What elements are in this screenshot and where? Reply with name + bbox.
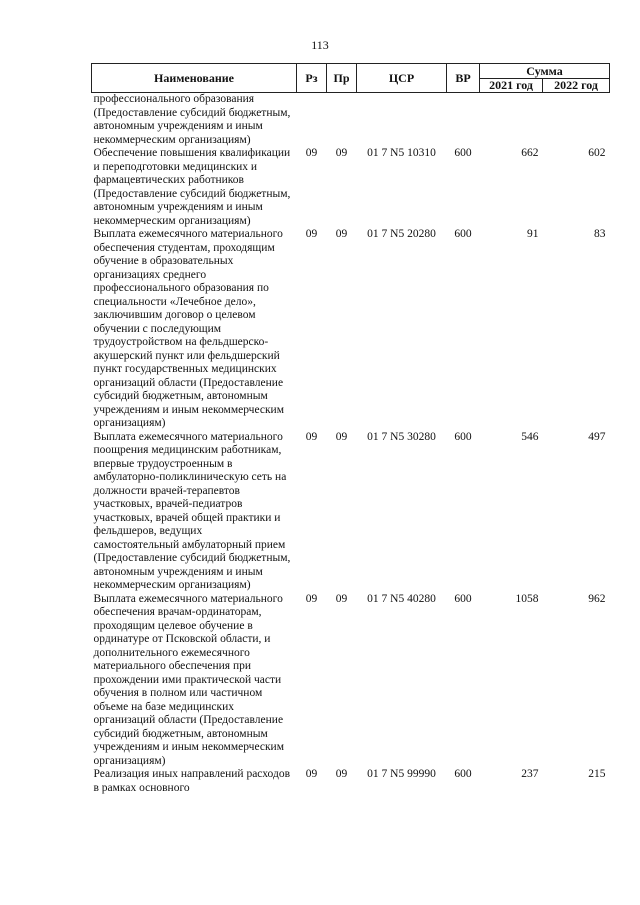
row-vr: 600 bbox=[454, 147, 472, 159]
row-pr: 09 bbox=[335, 592, 348, 605]
row-name: Выплата ежемесячного материального обеспечения врачам-ординаторам, проходящим целевое обучение в ординатуре от Псковской области, и дополнительного ежемесячного материального обеспечения при прохождении ими практической части обучения в полном или частичном объеме на базе медицинских организаций области (Предоставление субсидий бюджетным, автономным учреждениям и иным некоммерческим организациям) bbox=[93, 592, 284, 767]
row-csr: 01 7 N5 99990 bbox=[367, 768, 436, 780]
row-name: профессионального образования (Предоставление субсидий бюджетным, автономным учреждениям и иным некоммерческим организациям) bbox=[93, 93, 291, 146]
row-rz: 09 bbox=[305, 768, 318, 780]
row-sum-2022: 83 bbox=[594, 228, 606, 240]
row-rz: 09 bbox=[305, 147, 318, 159]
table-row bbox=[92, 147, 610, 228]
page-number: 113 bbox=[311, 38, 329, 52]
row-sum-2021 bbox=[480, 93, 543, 148]
row-vr: 600 bbox=[454, 228, 472, 240]
row-csr: 01 7 N5 30280 bbox=[367, 430, 436, 443]
row-name: Обеспечение повышения квалификации и переподготовки медицинских и фармацевтических работников (Предоставление субсидий бюджетным, автономным учреждениям и иным некоммерческим организациям) bbox=[93, 147, 291, 227]
row-vr: 600 bbox=[454, 592, 472, 605]
row-name: Выплата ежемесячного материального обеспечения студентам, проходящим обучение в образовательных организациях среднего профессионального образования по специальности «Лечебное дело», заключившим договор о целевом обучении с последующим трудоустройством на фельдшерско-акушерский пункт или фельдшерский пункт государственных медицинских организаций области (Предоставление субсидий бюджетным, автономным учреждениям и иным некоммерческим организациям) bbox=[93, 228, 284, 429]
row-csr: 01 7 N5 20280 bbox=[367, 228, 436, 240]
row-pr: 09 bbox=[335, 768, 348, 780]
budget-table bbox=[91, 63, 610, 795]
row-rz: 09 bbox=[305, 592, 318, 605]
row-pr: 09 bbox=[335, 228, 348, 240]
row-sum-2021: 546 bbox=[521, 430, 539, 443]
row-sum-2021: 1058 bbox=[515, 592, 539, 605]
row-sum-2021: 237 bbox=[521, 768, 539, 780]
row-name: Выплата ежемесячного материального поощрения медицинским работникам, впервые трудоустроенным в амбулаторно-поликлиническую сеть на должности врачей-терапевтов участковых, врачей-педиатров участковых, врачей общей практики и фельдшеров, ведущих самостоятельный амбулаторный прием (Предоставление субсидий бюджетным, автономным учреждениям и иным некоммерческим организациям) bbox=[93, 430, 291, 591]
header-sum: Сумма bbox=[480, 64, 610, 79]
table-row bbox=[92, 431, 610, 593]
row-sum-2021: 662 bbox=[521, 147, 539, 159]
row-rz: 09 bbox=[305, 228, 318, 240]
row-sum-2022: 962 bbox=[588, 592, 606, 605]
row-pr: 09 bbox=[335, 430, 348, 443]
row-csr bbox=[357, 93, 447, 148]
row-vr: 600 bbox=[454, 768, 472, 780]
table-row bbox=[92, 593, 610, 769]
row-sum-2021: 91 bbox=[527, 228, 539, 240]
row-csr: 01 7 N5 40280 bbox=[367, 592, 436, 605]
row-rz bbox=[297, 93, 327, 148]
row-pr bbox=[327, 93, 357, 148]
row-rz: 09 bbox=[305, 430, 318, 443]
row-pr: 09 bbox=[335, 147, 348, 159]
table-row bbox=[92, 768, 610, 795]
header-pr: Пр bbox=[327, 64, 357, 93]
table-row bbox=[92, 228, 610, 431]
row-name: Реализация иных направлений расходов в рамках основного bbox=[93, 768, 291, 794]
header-vr: ВР bbox=[447, 64, 480, 93]
row-csr: 01 7 N5 10310 bbox=[367, 147, 436, 159]
row-sum-2022: 497 bbox=[588, 430, 606, 443]
row-sum-2022: 215 bbox=[588, 768, 606, 780]
header-year-2022: 2022 год bbox=[543, 79, 610, 93]
row-vr bbox=[447, 93, 480, 148]
header-csr: ЦСР bbox=[357, 64, 447, 93]
row-vr: 600 bbox=[454, 430, 472, 443]
header-year-2021: 2021 год bbox=[480, 79, 543, 93]
row-sum-2022: 602 bbox=[588, 147, 606, 159]
header-name: Наименование bbox=[92, 64, 297, 93]
row-sum-2022 bbox=[543, 93, 610, 148]
header-rz: Рз bbox=[297, 64, 327, 93]
table-row bbox=[92, 93, 610, 148]
